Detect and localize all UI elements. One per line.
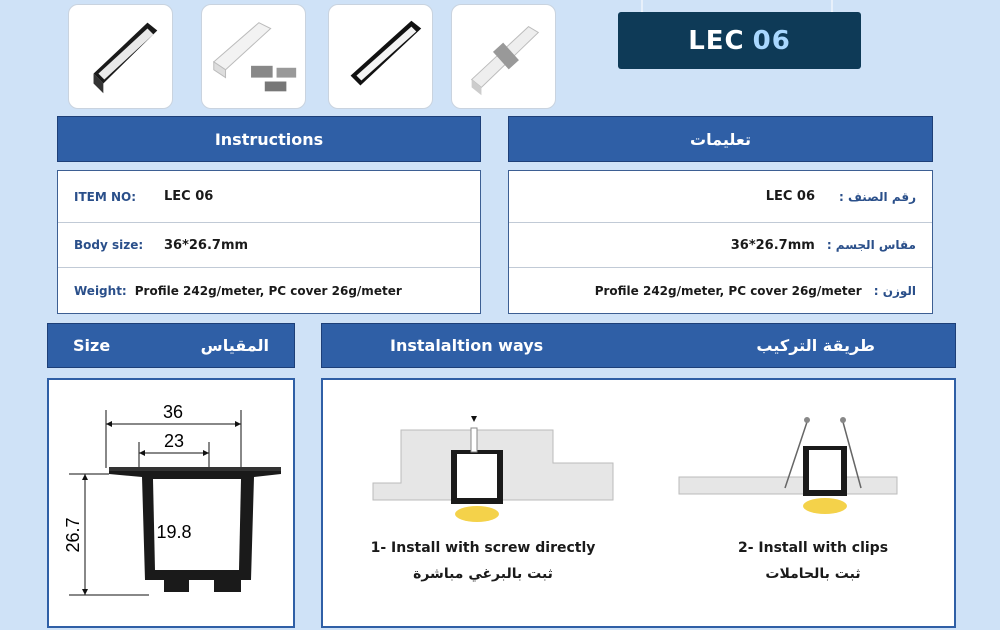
method1-caption-ar: ثبت بالبرغي مباشرة xyxy=(413,566,553,582)
screw-install-diagram xyxy=(373,416,613,522)
size-title-en: Size xyxy=(73,336,111,355)
size-header xyxy=(47,323,295,368)
dim-width-label: 36 xyxy=(162,402,184,422)
instructions-table-en xyxy=(57,170,481,314)
item-row-en xyxy=(58,171,480,223)
installation-title-ar: طريقة التركيب xyxy=(756,336,875,355)
installation-header xyxy=(321,323,956,368)
weight-row-ar xyxy=(509,268,932,314)
method2-caption-en: 2- Install with clips xyxy=(737,540,889,556)
installation-panel xyxy=(321,378,956,628)
product-thumbnail-4[interactable] xyxy=(451,4,556,109)
model-number: 06 xyxy=(752,25,791,56)
item-value-en: LEC 06 xyxy=(164,189,214,204)
product-thumbnail-1[interactable] xyxy=(68,4,173,109)
profile-black-angle-image xyxy=(69,5,172,108)
profile-white-clip-image xyxy=(452,5,555,108)
body-value-ar: 36*26.7mm xyxy=(730,237,815,253)
instructions-header-en xyxy=(57,116,481,162)
item-value-ar: LEC 06 xyxy=(765,189,816,204)
body-label-ar: مقاس الجسم : xyxy=(826,238,916,252)
installation-title-en: Instalaltion ways xyxy=(390,336,544,355)
product-thumbnail-3[interactable] xyxy=(328,4,433,109)
instructions-title-ar: تعليمات xyxy=(690,129,751,149)
weight-label-ar: الوزن : xyxy=(873,284,916,298)
method2-caption-ar: ثبت بالحاملات xyxy=(765,566,861,582)
weight-label-en: Weight: xyxy=(74,284,127,298)
product-thumbnail-2[interactable] xyxy=(201,4,306,109)
item-row-ar xyxy=(509,171,932,223)
dim-channel-label: 19.8 xyxy=(156,522,192,542)
dim-inner-label: 23 xyxy=(163,431,185,451)
body-row-en xyxy=(58,223,480,268)
installation-diagrams xyxy=(323,380,954,530)
item-label-ar: رقم الصنف : xyxy=(839,189,916,204)
instructions-table-ar xyxy=(508,170,933,314)
weight-row-en xyxy=(58,268,480,314)
dim-height-label: 26.7 xyxy=(63,517,83,553)
method1-caption-en: 1- Install with screw directly xyxy=(370,540,596,556)
clip-install-diagram xyxy=(679,417,897,514)
body-row-ar xyxy=(509,223,932,268)
size-title-ar: المقياس xyxy=(200,336,269,355)
size-diagram-panel xyxy=(47,378,295,628)
model-sign xyxy=(618,12,861,69)
weight-value-ar: Profile 242g/meter, PC cover 26g/meter xyxy=(594,284,862,298)
body-label-en: Body size: xyxy=(74,238,144,252)
instructions-title-en: Instructions xyxy=(214,129,324,149)
instructions-header-ar xyxy=(508,116,933,162)
body-value-en: 36*26.7mm xyxy=(164,237,249,253)
model-prefix: LEC xyxy=(688,25,745,56)
profile-dimension-diagram xyxy=(49,380,293,626)
weight-value-en: Profile 242g/meter, PC cover 26g/meter xyxy=(134,284,402,298)
item-label-en: ITEM NO: xyxy=(74,189,137,204)
profile-white-parts-image xyxy=(202,5,305,108)
profile-black-top-image xyxy=(329,5,432,108)
